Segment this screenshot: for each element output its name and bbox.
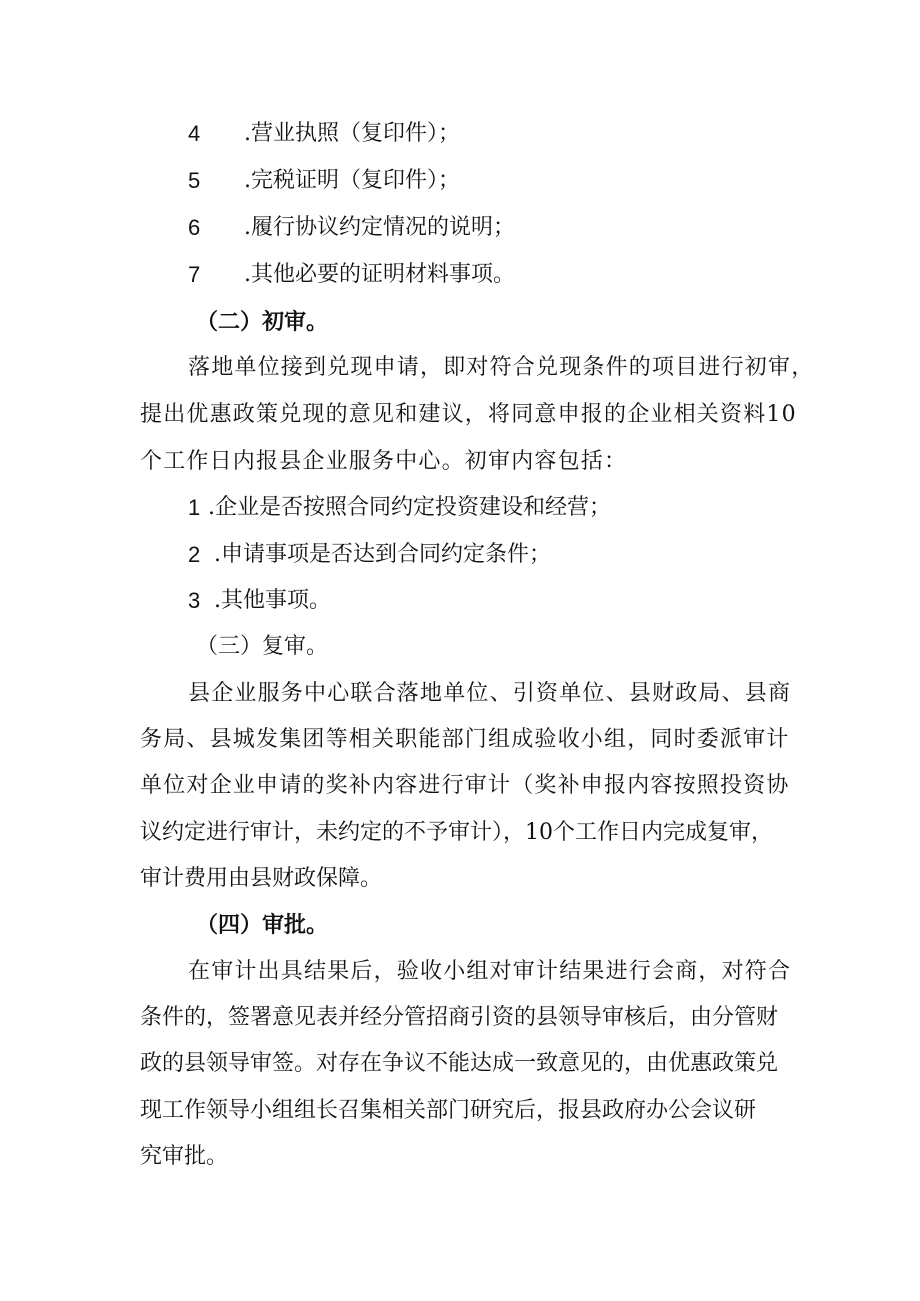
list-item-text: .企业是否按照合同约定投资建设和经营； <box>208 495 611 520</box>
list-number: 7 <box>188 262 201 287</box>
section-heading-approval: （四）审批。 <box>196 912 329 938</box>
paragraph-line: 究审批。 <box>140 1144 229 1169</box>
list-number: 3 <box>188 588 201 613</box>
list-item-text: .其他事项。 <box>214 588 331 613</box>
paragraph-line: 在审计出具结果后，验收小组对审计结果进行会商，对符合 <box>188 959 792 984</box>
paragraph-line: 审计费用由县财政保障。 <box>140 866 383 891</box>
section-heading-initial-review: （二）初审。 <box>196 309 329 335</box>
paragraph-line: 个工作日内报县企业服务中心。初审内容包括： <box>140 449 628 474</box>
paragraph-line: 单位对企业申请的奖补内容进行审计（奖补申报内容按照投资协 <box>140 773 790 798</box>
list-number: 4 <box>188 121 201 146</box>
list-item-text: .履行协议约定情况的说明； <box>244 215 515 240</box>
list-number: 2 <box>188 542 201 567</box>
paragraph-line: 务局、县城发集团等相关职能部门组成验收小组，同时委派审计 <box>140 727 790 752</box>
list-item-text: .完税证明（复印件）； <box>244 168 460 193</box>
paragraph-line: 县企业服务中心联合落地单位、引资单位、县财政局、县商 <box>188 681 792 706</box>
paragraph-line: 提出优惠政策兑现的意见和建议，将同意申报的企业相关资料10 <box>140 402 797 427</box>
paragraph-line: 落地单位接到兑现申请，即对符合兑现条件的项目进行初审， <box>188 355 815 380</box>
paragraph-line: 条件的，签署意见表并经分管招商引资的县领导审核后，由分管财 <box>140 1005 779 1030</box>
list-number: 1 <box>188 495 201 520</box>
list-item-text: .其他必要的证明材料事项。 <box>244 262 515 287</box>
list-number: 5 <box>188 168 201 193</box>
paragraph-line: 议约定进行审计，未约定的不予审计），10个工作日内完成复审， <box>140 820 773 845</box>
list-number: 6 <box>188 215 201 240</box>
list-item-text: .申请事项是否达到合同约定条件； <box>214 542 551 567</box>
list-item-text: .营业执照（复印件）； <box>244 121 460 146</box>
section-heading-re-review: （三）复审。 <box>196 634 329 659</box>
paragraph-line: 现工作领导小组组长召集相关部门研究后，报县政府办公会议研 <box>140 1098 757 1123</box>
paragraph-line: 政的县领导审签。对存在争议不能达成一致意见的，由优惠政策兑 <box>140 1051 779 1076</box>
